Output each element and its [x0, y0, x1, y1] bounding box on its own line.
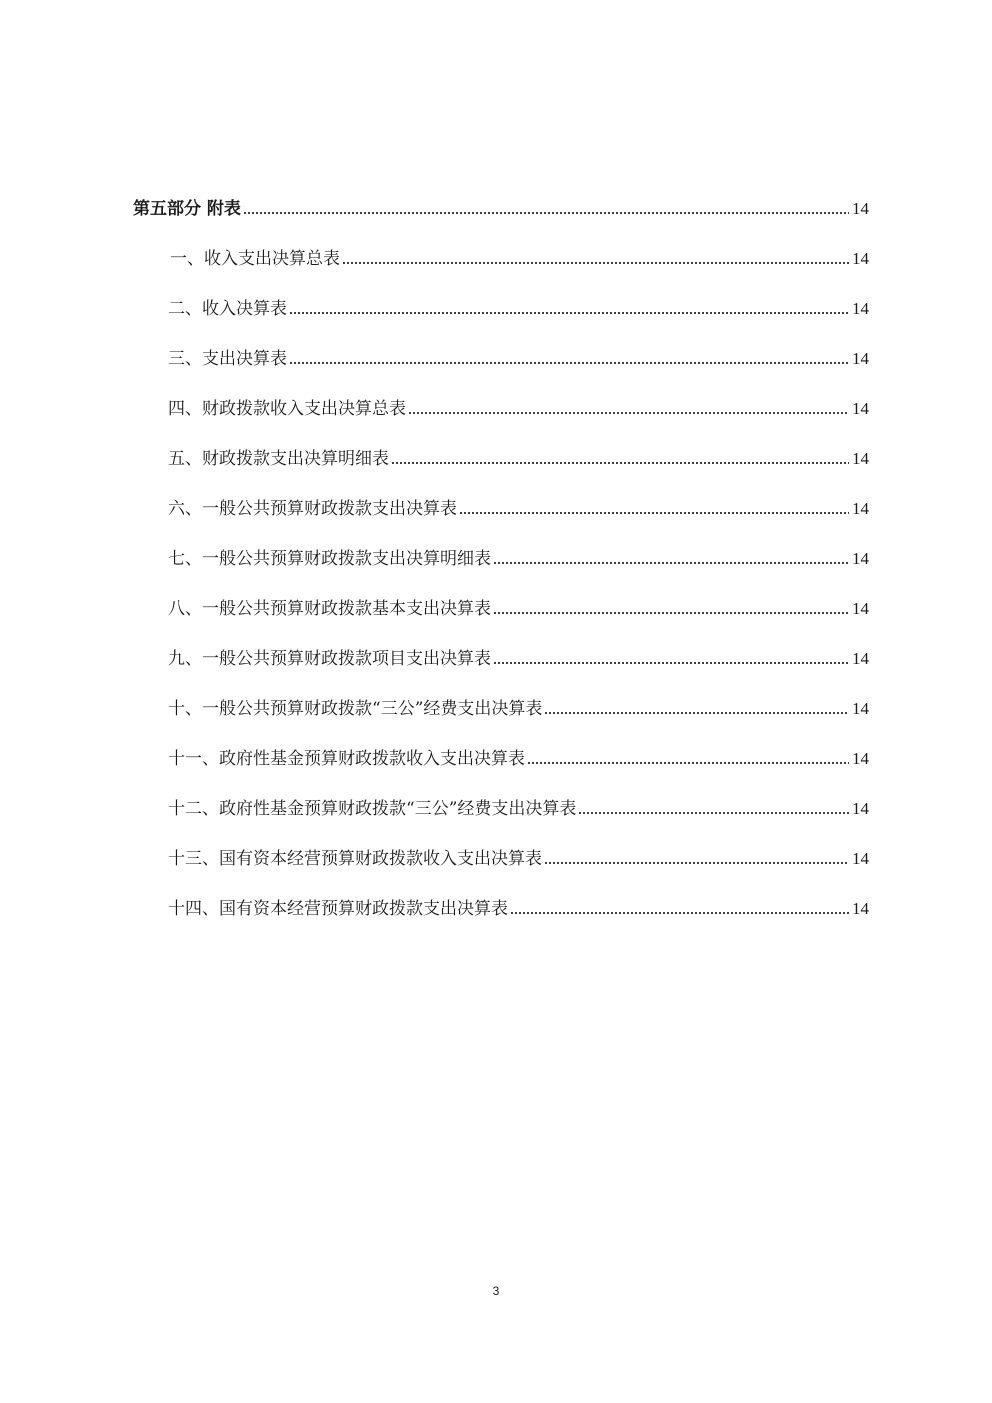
toc-entry-row[interactable] [168, 694, 869, 720]
toc-entry-label: 十三、国有资本经营预算财政拨款收入支出决算表 [168, 849, 542, 869]
toc-leader-dots [243, 210, 849, 215]
toc-entry-label: 十、一般公共预算财政拨款“三公”经费支出决算表 [168, 699, 543, 719]
toc-entry-label: 一、收入支出决算总表 [170, 249, 340, 269]
toc-entry-row[interactable] [168, 644, 869, 670]
toc-leader-dots [493, 660, 849, 665]
toc-entry-label: 七、一般公共预算财政拨款支出决算明细表 [168, 549, 491, 569]
toc-entry-label: 十四、国有资本经营预算财政拨款支出决算表 [168, 899, 508, 919]
toc-entry-label: 六、一般公共预算财政拨款支出决算表 [168, 499, 457, 519]
toc-heading-page: 14 [852, 199, 869, 218]
toc-leader-dots [289, 310, 849, 315]
toc-entry-page: 14 [852, 899, 869, 918]
toc-entry-page: 14 [852, 249, 869, 268]
toc-entry-page: 14 [852, 349, 869, 368]
toc-leader-dots [493, 560, 849, 565]
toc-leader-dots [391, 460, 849, 465]
toc-entry-page: 14 [852, 499, 869, 518]
toc-entry-page: 14 [852, 549, 869, 568]
toc-heading-row[interactable] [133, 194, 869, 220]
toc-entry-label: 五、财政拨款支出决算明细表 [168, 449, 389, 469]
toc-leader-dots [544, 710, 849, 715]
toc-entry-row[interactable] [168, 494, 869, 520]
toc-entry-label: 二、收入决算表 [168, 299, 287, 319]
toc-leader-dots [527, 760, 849, 765]
toc-entry-page: 14 [852, 399, 869, 418]
toc-entry-row[interactable] [168, 794, 869, 820]
toc-entry-page: 14 [852, 699, 869, 718]
toc-leader-dots [493, 610, 849, 615]
toc-entry-row[interactable] [168, 894, 869, 920]
toc-leader-dots [289, 360, 849, 365]
toc-entry-label: 九、一般公共预算财政拨款项目支出决算表 [168, 649, 491, 669]
toc-entry-row[interactable] [168, 594, 869, 620]
toc-entry-label: 三、支出决算表 [168, 349, 287, 369]
toc-entry-row[interactable] [168, 394, 869, 420]
toc-leader-dots [578, 810, 849, 815]
toc-leader-dots [459, 510, 849, 515]
toc-entry-label: 四、财政拨款收入支出决算总表 [168, 399, 406, 419]
toc-entry-page: 14 [852, 649, 869, 668]
toc-entry-page: 14 [852, 449, 869, 468]
toc-entry-label: 十一、政府性基金预算财政拨款收入支出决算表 [168, 749, 525, 769]
toc-heading-label: 第五部分 附表 [133, 199, 241, 219]
toc-entry-label: 八、一般公共预算财政拨款基本支出决算表 [168, 599, 491, 619]
toc-entry-page: 14 [852, 749, 869, 768]
toc-entry-page: 14 [852, 599, 869, 618]
page-number: 3 [492, 1284, 500, 1298]
toc-leader-dots [408, 410, 849, 415]
toc-entry-label: 十二、政府性基金预算财政拨款“三公”经费支出决算表 [168, 799, 577, 819]
toc-entry-row[interactable] [168, 744, 869, 770]
toc-entry-page: 14 [852, 849, 869, 868]
toc-entry-row[interactable] [170, 244, 869, 270]
toc-leader-dots [342, 260, 849, 265]
toc-entry-row[interactable] [168, 844, 869, 870]
toc-entry-row[interactable] [168, 294, 869, 320]
toc-leader-dots [510, 910, 849, 915]
toc-entry-row[interactable] [168, 344, 869, 370]
toc-entry-row[interactable] [168, 544, 869, 570]
toc-entry-page: 14 [852, 299, 869, 318]
toc-entry-page: 14 [852, 799, 869, 818]
toc-entry-row[interactable] [168, 444, 869, 470]
toc-leader-dots [544, 860, 849, 865]
